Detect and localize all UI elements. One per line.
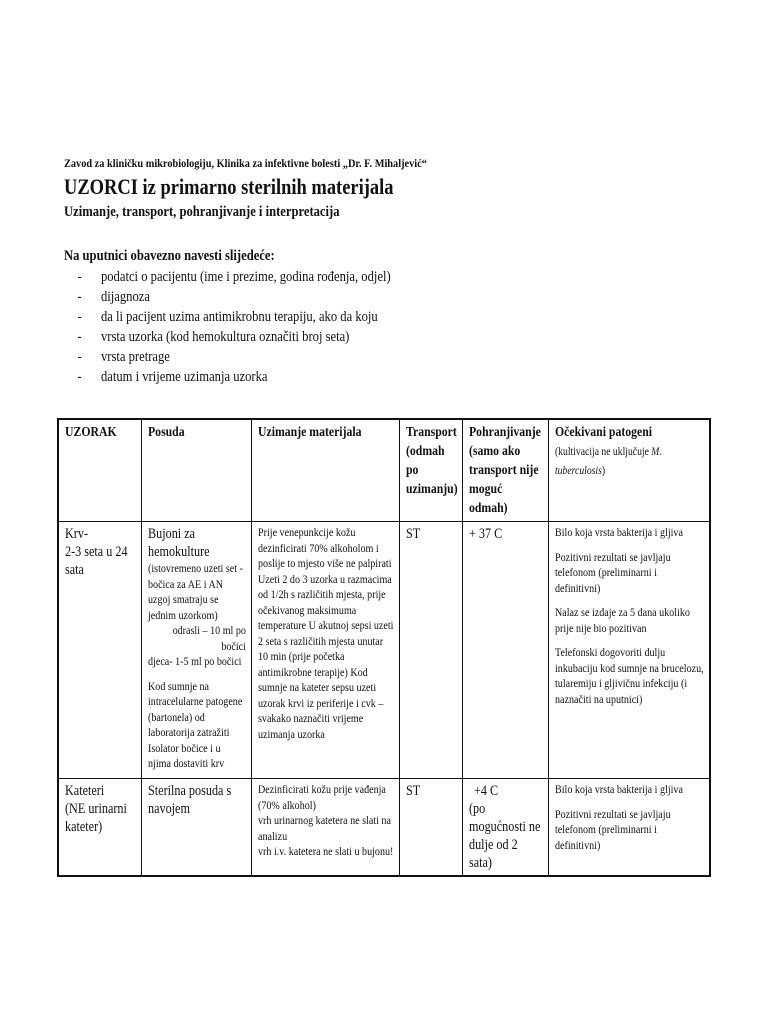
cell-pathogens: Bilo koja vrsta bakterija i gljiva Pozitivni rezultati se javljaju telefonom (preliminarni i definitivni) bbox=[548, 779, 710, 877]
col-header-collection: Uzimanje materijala bbox=[251, 419, 399, 522]
cell-container: Bujoni za hemokulture (istovremeno uzeti set - bočica za AE i AN uzgoj smatraju se jednim uzorkom) odrasli – 10 ml po bočici djeca- 1-5 ml po bočici Kod sumnje na intracelularne patogene (bartonela) od laboratorija zatražiti Isolator bočice i u njima dostaviti krv bbox=[141, 522, 251, 779]
cell-pathogens: Bilo koja vrsta bakterija i gljiva Pozitivni rezultati se javljaju telefonom (preliminarni i definitivni) Nalaz se izdaje za 5 dana ukoliko prije nije bio pozitivan Telefonski dogovoriti dulju inkubaciju kod sumnje na brucelozu, tularemiju i gljivičnu infekciju (i naznačiti na uputnici) bbox=[548, 522, 710, 779]
cell-collection: Dezinficirati kožu prije vađenja (70% alkohol) vrh urinarnog katetera ne slati na analizu vrh i.v. katetera ne slati u bujonu! bbox=[251, 779, 399, 877]
samples-table bbox=[57, 418, 711, 877]
document-subtitle: Uzimanje, transport, pohranjivanje i interpretacija bbox=[64, 204, 340, 220]
col-header-container: Posuda bbox=[141, 419, 251, 522]
col-header-transport: Transport (odmah po uzimanju) bbox=[399, 419, 462, 522]
cell-sample: Krv- 2-3 seta u 24 sata bbox=[58, 522, 141, 779]
table-row bbox=[58, 522, 710, 779]
col-header-pathogens: Očekivani patogeni (kultivacija ne uključuje M. tuberculosis) bbox=[548, 419, 710, 522]
list-item: - podatci o pacijentu (ime i prezime, godina rođenja, odjel) bbox=[77, 269, 391, 285]
col-header-sample: UZORAK bbox=[58, 419, 141, 522]
institution-line: Zavod za kliničku mikrobiologiju, Klinika za infektivne bolesti „Dr. F. Mihaljević“ bbox=[64, 156, 427, 170]
cell-storage: +4 C (po mogućnosti ne dulje od 2 sata) bbox=[462, 779, 548, 877]
cell-container: Sterilna posuda s navojem bbox=[141, 779, 251, 877]
cell-collection: Prije venepunkcije kožu dezinficirati 70% alkoholom i poslije to mjesto više ne palpirati Uzeti 2 do 3 uzorka u razmacima od 1/2h s različitih mjesta, prije očekivanog maksimuma temperature U akutnoj sepsi uzeti 2 seta s različitih mjesta unutar 10 min (prije početka antimikrobne terapije) Kod sumnje na kateter sepsu uzeti uzorak krvi iz periferije i cvk – svakako naznačiti vrijeme uzimanja uzorka bbox=[251, 522, 399, 779]
cell-storage: + 37 C bbox=[462, 522, 548, 779]
cell-transport: ST bbox=[399, 522, 462, 779]
list-item: - datum i vrijeme uzimanja uzorka bbox=[77, 369, 268, 385]
list-item: - dijagnoza bbox=[77, 289, 150, 305]
document-title: UZORCI iz primarno sterilnih materijala bbox=[64, 174, 394, 199]
list-item: - vrsta pretrage bbox=[77, 349, 170, 365]
requirements-heading: Na uputnici obavezno navesti slijedeće: bbox=[64, 248, 275, 264]
col-header-storage: Pohranjivanje (samo ako transport nije moguć odmah) bbox=[462, 419, 548, 522]
list-item: - da li pacijent uzima antimikrobnu terapiju, ako da koju bbox=[77, 309, 378, 325]
cell-sample: Kateteri (NE urinarni kateter) bbox=[58, 779, 141, 877]
table-row bbox=[58, 779, 710, 877]
requirements-list bbox=[64, 267, 391, 387]
list-item: - vrsta uzorka (kod hemokultura označiti broj seta) bbox=[77, 329, 350, 345]
table-header-row bbox=[58, 419, 710, 522]
cell-transport: ST bbox=[399, 779, 462, 877]
